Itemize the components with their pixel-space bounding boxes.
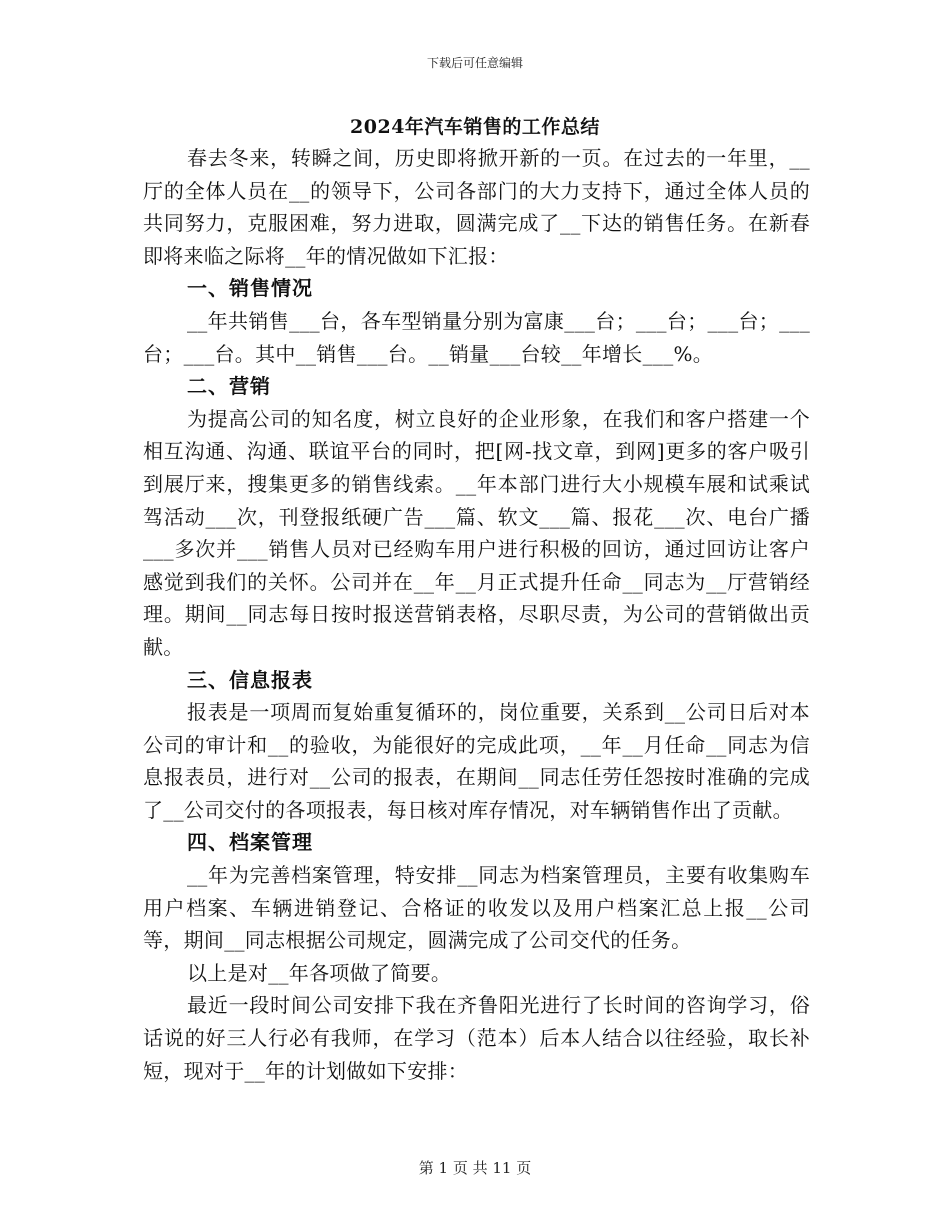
paragraph-reports: 报表是一项周而复始重复循环的，岗位重要，关系到__公司日后对本公司的审计和__的验收，为能很好的完成此项，__年__月任命__同志为信息报表员，进行对__公司的报表，在期间__同志任劳任怨按时准确的完成了__公司交付的各项报表，每日核对库存情况，对车辆销售作出了贡献。 bbox=[143, 700, 810, 822]
section-heading-sales: 一、销售情况 bbox=[187, 276, 313, 301]
document-title: 2024年汽车销售的工作总结 bbox=[350, 116, 600, 138]
header-note: 下载后可任意编辑 bbox=[426, 56, 523, 70]
paragraph-archives: __年为完善档案管理，特安排__同志为档案管理员，主要有收集购车用户档案、车辆进销登记、合格证的收发以及用户档案汇总上报__公司等，期间__同志根据公司规定，圆满完成了公司交代的任务。 bbox=[143, 863, 810, 953]
section-heading-archives: 四、档案管理 bbox=[187, 830, 313, 855]
paragraph-plan: 最近一段时间公司安排下我在齐鲁阳光进行了长时间的咨询学习，俗话说的好三人行必有我师，在学习（范本）后本人结合以往经验，取长补短，现对于__年的计划做如下安排： bbox=[143, 993, 810, 1083]
document-body bbox=[143, 142, 810, 1087]
paragraph-summary: 以上是对__年各项做了简要。 bbox=[187, 960, 452, 985]
paragraph-sales: __年共销售___台，各车型销量分别为富康___台；___台；___台；___台；___台。其中__销售___台。__销量___台较__年增长___%。 bbox=[143, 308, 810, 366]
section-heading-reports: 三、信息报表 bbox=[187, 667, 313, 692]
page-number: 第 1 页 共 11 页 bbox=[418, 1159, 532, 1177]
paragraph-intro: 春去冬来，转瞬之间，历史即将掀开新的一页。在过去的一年里，__厅的全体人员在__的领导下，公司各部门的大力支持下，通过全体人员的共同努力，克服困难，努力进取，圆满完成了__下达的销售任务。在新春即将来临之际将__年的情况做如下汇报： bbox=[143, 146, 810, 268]
section-heading-marketing: 二、营销 bbox=[187, 374, 271, 399]
paragraph-marketing: 为提高公司的知名度，树立良好的企业形象，在我们和客户搭建一个相互沟通、沟通、联谊平台的同时，把[网-找文章，到网]更多的客户吸引到展厅来，搜集更多的销售线索。__年本部门进行大小规模车展和试乘试驾活动___次，刊登报纸硬广告___篇、软文___篇、报花___次、电台广播___多次并___销售人员对已经购车用户进行积极的回访，通过回访让客户感觉到我们的关怀。公司并在__年__月正式提升任命__同志为__厅营销经理。期间__同志每日按时报送营销表格，尽职尽责，为公司的营销做出贡献。 bbox=[143, 406, 810, 659]
